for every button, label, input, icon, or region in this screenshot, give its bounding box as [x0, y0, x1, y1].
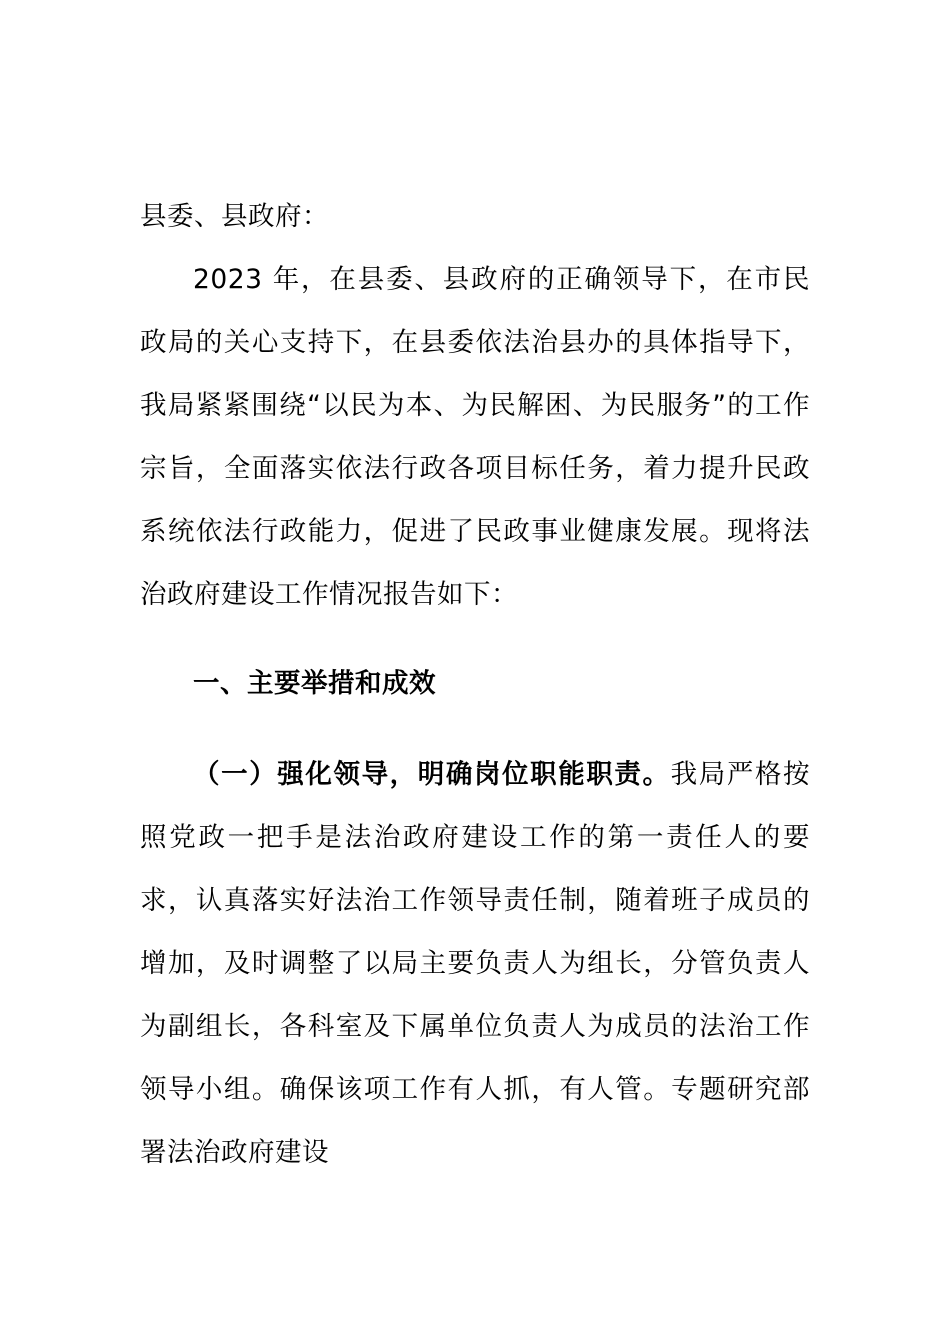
- section-heading-1: 一、主要举措和成效: [193, 668, 436, 699]
- subsection-body: 我局严格按照党政一把手是法治政府建设工作的第一责任人的要求，认真落实好法治工作领导责任制，随着班子成员的增加，及时调整了以局主要负责人为组长，分管负责人为副组长，各科室及下属单位负责人为成员的法治工作领导小组。确保该项工作有人抓，有人管。专题研究部署法治政府建设: [140, 759, 811, 1168]
- spacer-before-subsection: [140, 715, 810, 743]
- document-body: [140, 185, 810, 1184]
- addressee-line: 县委、县政府：: [140, 201, 329, 232]
- subsection-lead: （一）强化领导，明确岗位职能职责。: [193, 759, 671, 790]
- spacer-before-heading: [140, 626, 810, 652]
- intro-paragraph: 2023 年，在县委、县政府的正确领导下，在市民政局的关心支持下，在县委依法治县办的具体指导下，我局紧紧围绕“以民为本、为民解困、为民服务”的工作宗旨，全面落实依法行政各项目标任务，着力提升民政系统依法行政能力，促进了民政事业健康发展。现将法治政府建设工作情况报告如下：: [140, 264, 810, 610]
- subsection-paragraph: [140, 743, 810, 1184]
